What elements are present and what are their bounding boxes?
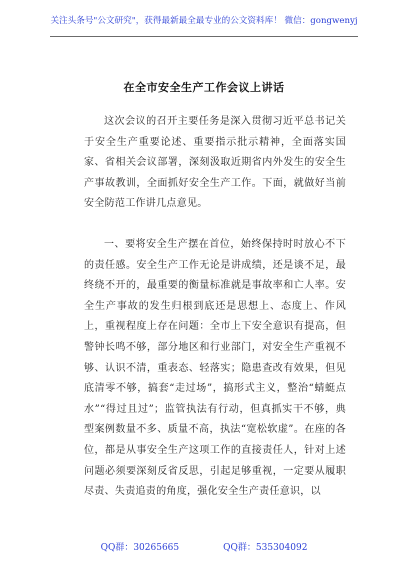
body-paragraph-1: 这次会议的召开主要任务是深入贯彻习近平总书记关于安全生产重要论述、重要指示批示精神，全面落实国家、省相关会议部署，深刻汲取近期省内外发生的安全生产事故教训，全面抓好安全生产工作。下面，就做好当前安全防范工作讲几点意见。 [84, 116, 346, 210]
footer-qq-group-2[interactable]: QQ群：535304092 [223, 543, 308, 553]
document-title: 在全市安全生产工作会议上讲话 [123, 81, 285, 94]
header-banner[interactable]: 关注头条号"公文研究"，获得最新最全最专业的公文资料库！ 微信：gongwenyj [50, 16, 358, 26]
footer [0, 540, 408, 553]
body-paragraph-2: 一、要将安全生产摆在首位，始终保持时时放心不下的责任感。安全生产工作无论是讲成绩，还是谈不足，最终绕不开的，最重要的衡量标准就是事故率和亡人率。安全生产事故的发生归根到底还是思想上、态度上、作风上，重视程度上存在问题：全市上下安全意识有提高，但警钟长鸣不够，部分地区和行业部门，对安全生产重视不够、认识不清，重表态、轻落实；隐患查改有效果，但见底清零不够，搞套“走过场”，搞形式主义，整治“蜻蜓点水”“得过且过”；监管执法有行动，但真抓实干不够，典型案例数量不多、质量不高，执法“宽松软虚”。在座的各位，都是从事安全生产这项工作的直接责任人，针对上述问题必须要深刻反省反思，引起足够重视，一定要从履职尽责、失责追责的角度，强化安全生产责任意识，以 [84, 239, 346, 498]
footer-qq-group-1[interactable]: QQ群：30265665 [100, 543, 180, 553]
header-divider [50, 36, 358, 37]
